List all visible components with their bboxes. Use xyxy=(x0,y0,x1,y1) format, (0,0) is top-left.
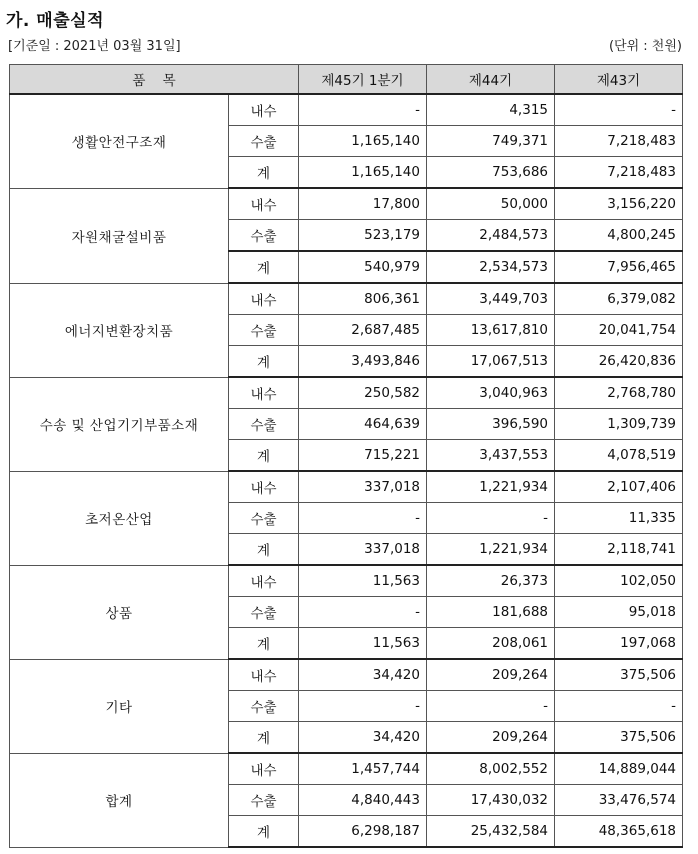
value-cell: 208,061 xyxy=(427,628,555,660)
table-row xyxy=(10,659,683,691)
value-cell: 6,298,187 xyxy=(299,816,427,848)
type-cell: 내수 xyxy=(229,283,299,315)
type-cell: 수출 xyxy=(229,315,299,346)
base-date-label: [기준일 : 2021년 03월 31일] xyxy=(8,39,181,54)
value-cell: 48,365,618 xyxy=(555,816,683,848)
value-cell: 11,335 xyxy=(555,503,683,534)
type-cell: 계 xyxy=(229,346,299,378)
category-cell: 에너지변환장치품 xyxy=(10,283,229,377)
value-cell: 4,840,443 xyxy=(299,785,427,816)
value-cell: 95,018 xyxy=(555,597,683,628)
value-cell: 34,420 xyxy=(299,722,427,754)
type-cell: 계 xyxy=(229,722,299,754)
category-cell: 상품 xyxy=(10,565,229,659)
table-row xyxy=(10,283,683,315)
type-cell: 수출 xyxy=(229,597,299,628)
value-cell: 17,800 xyxy=(299,188,427,220)
type-cell: 내수 xyxy=(229,94,299,126)
table-header-row xyxy=(10,65,683,95)
value-cell: 20,041,754 xyxy=(555,315,683,346)
value-cell: 2,107,406 xyxy=(555,471,683,503)
type-cell: 수출 xyxy=(229,691,299,722)
type-cell: 계 xyxy=(229,534,299,566)
type-cell: 계 xyxy=(229,251,299,283)
value-cell: 337,018 xyxy=(299,534,427,566)
value-cell: 11,563 xyxy=(299,628,427,660)
value-cell: 2,534,573 xyxy=(427,251,555,283)
value-cell: 13,617,810 xyxy=(427,315,555,346)
value-cell: 1,165,140 xyxy=(299,157,427,189)
value-cell: 3,449,703 xyxy=(427,283,555,315)
value-cell: 181,688 xyxy=(427,597,555,628)
table-meta xyxy=(8,35,682,54)
value-cell: 14,889,044 xyxy=(555,753,683,785)
value-cell: 2,768,780 xyxy=(555,377,683,409)
value-cell: 34,420 xyxy=(299,659,427,691)
category-cell: 기타 xyxy=(10,659,229,753)
value-cell: 6,379,082 xyxy=(555,283,683,315)
table-row xyxy=(10,565,683,597)
value-cell: 337,018 xyxy=(299,471,427,503)
value-cell: 102,050 xyxy=(555,565,683,597)
value-cell: - xyxy=(299,94,427,126)
value-cell: - xyxy=(299,691,427,722)
category-cell: 초저온산업 xyxy=(10,471,229,565)
value-cell: 197,068 xyxy=(555,628,683,660)
table-body xyxy=(10,94,683,847)
value-cell: 17,067,513 xyxy=(427,346,555,378)
value-cell: - xyxy=(427,503,555,534)
type-cell: 내수 xyxy=(229,377,299,409)
value-cell: 396,590 xyxy=(427,409,555,440)
section-title: 가. 매출실적 xyxy=(6,11,104,31)
value-cell: 17,430,032 xyxy=(427,785,555,816)
type-cell: 계 xyxy=(229,628,299,660)
value-cell: 3,040,963 xyxy=(427,377,555,409)
table-row xyxy=(10,94,683,126)
value-cell: 806,361 xyxy=(299,283,427,315)
table-row xyxy=(10,471,683,503)
type-cell: 계 xyxy=(229,440,299,472)
value-cell: 1,457,744 xyxy=(299,753,427,785)
value-cell: 2,118,741 xyxy=(555,534,683,566)
table-row xyxy=(10,377,683,409)
type-cell: 수출 xyxy=(229,126,299,157)
type-cell: 수출 xyxy=(229,409,299,440)
type-cell: 내수 xyxy=(229,471,299,503)
value-cell: 1,309,739 xyxy=(555,409,683,440)
category-cell: 합계 xyxy=(10,753,229,847)
value-cell: - xyxy=(427,691,555,722)
value-cell: 4,078,519 xyxy=(555,440,683,472)
value-cell: 375,506 xyxy=(555,722,683,754)
value-cell: 464,639 xyxy=(299,409,427,440)
value-cell: 250,582 xyxy=(299,377,427,409)
type-cell: 계 xyxy=(229,157,299,189)
category-cell: 자원채굴설비품 xyxy=(10,188,229,283)
value-cell: 3,156,220 xyxy=(555,188,683,220)
value-cell: 3,493,846 xyxy=(299,346,427,378)
value-cell: 1,221,934 xyxy=(427,534,555,566)
value-cell: 25,432,584 xyxy=(427,816,555,848)
header-col-43: 제43기 xyxy=(555,65,683,95)
header-col-44: 제44기 xyxy=(427,65,555,95)
table-row xyxy=(10,753,683,785)
value-cell: 1,165,140 xyxy=(299,126,427,157)
value-cell: - xyxy=(299,503,427,534)
value-cell: 375,506 xyxy=(555,659,683,691)
value-cell: 2,687,485 xyxy=(299,315,427,346)
value-cell: - xyxy=(555,94,683,126)
header-col-q1-45: 제45기 1분기 xyxy=(299,65,427,95)
value-cell: 4,800,245 xyxy=(555,220,683,252)
value-cell: 26,373 xyxy=(427,565,555,597)
type-cell: 내수 xyxy=(229,659,299,691)
header-item: 품 목 xyxy=(10,65,299,95)
value-cell: 753,686 xyxy=(427,157,555,189)
value-cell: 26,420,836 xyxy=(555,346,683,378)
value-cell: 33,476,574 xyxy=(555,785,683,816)
type-cell: 수출 xyxy=(229,503,299,534)
type-cell: 내수 xyxy=(229,188,299,220)
value-cell: 7,218,483 xyxy=(555,126,683,157)
value-cell: 209,264 xyxy=(427,722,555,754)
value-cell: - xyxy=(299,597,427,628)
value-cell: 1,221,934 xyxy=(427,471,555,503)
value-cell: 50,000 xyxy=(427,188,555,220)
value-cell: 7,218,483 xyxy=(555,157,683,189)
type-cell: 수출 xyxy=(229,785,299,816)
category-cell: 생활안전구조재 xyxy=(10,94,229,188)
value-cell: 715,221 xyxy=(299,440,427,472)
type-cell: 내수 xyxy=(229,753,299,785)
value-cell: 3,437,553 xyxy=(427,440,555,472)
value-cell: - xyxy=(555,691,683,722)
category-cell: 수송 및 산업기기부품소재 xyxy=(10,377,229,471)
value-cell: 11,563 xyxy=(299,565,427,597)
value-cell: 4,315 xyxy=(427,94,555,126)
value-cell: 540,979 xyxy=(299,251,427,283)
table-row xyxy=(10,188,683,220)
value-cell: 749,371 xyxy=(427,126,555,157)
value-cell: 209,264 xyxy=(427,659,555,691)
value-cell: 7,956,465 xyxy=(555,251,683,283)
unit-label: (단위 : 천원) xyxy=(608,39,682,54)
type-cell: 내수 xyxy=(229,565,299,597)
value-cell: 2,484,573 xyxy=(427,220,555,252)
value-cell: 523,179 xyxy=(299,220,427,252)
value-cell: 8,002,552 xyxy=(427,753,555,785)
type-cell: 수출 xyxy=(229,220,299,252)
type-cell: 계 xyxy=(229,816,299,848)
sales-table xyxy=(9,64,683,848)
